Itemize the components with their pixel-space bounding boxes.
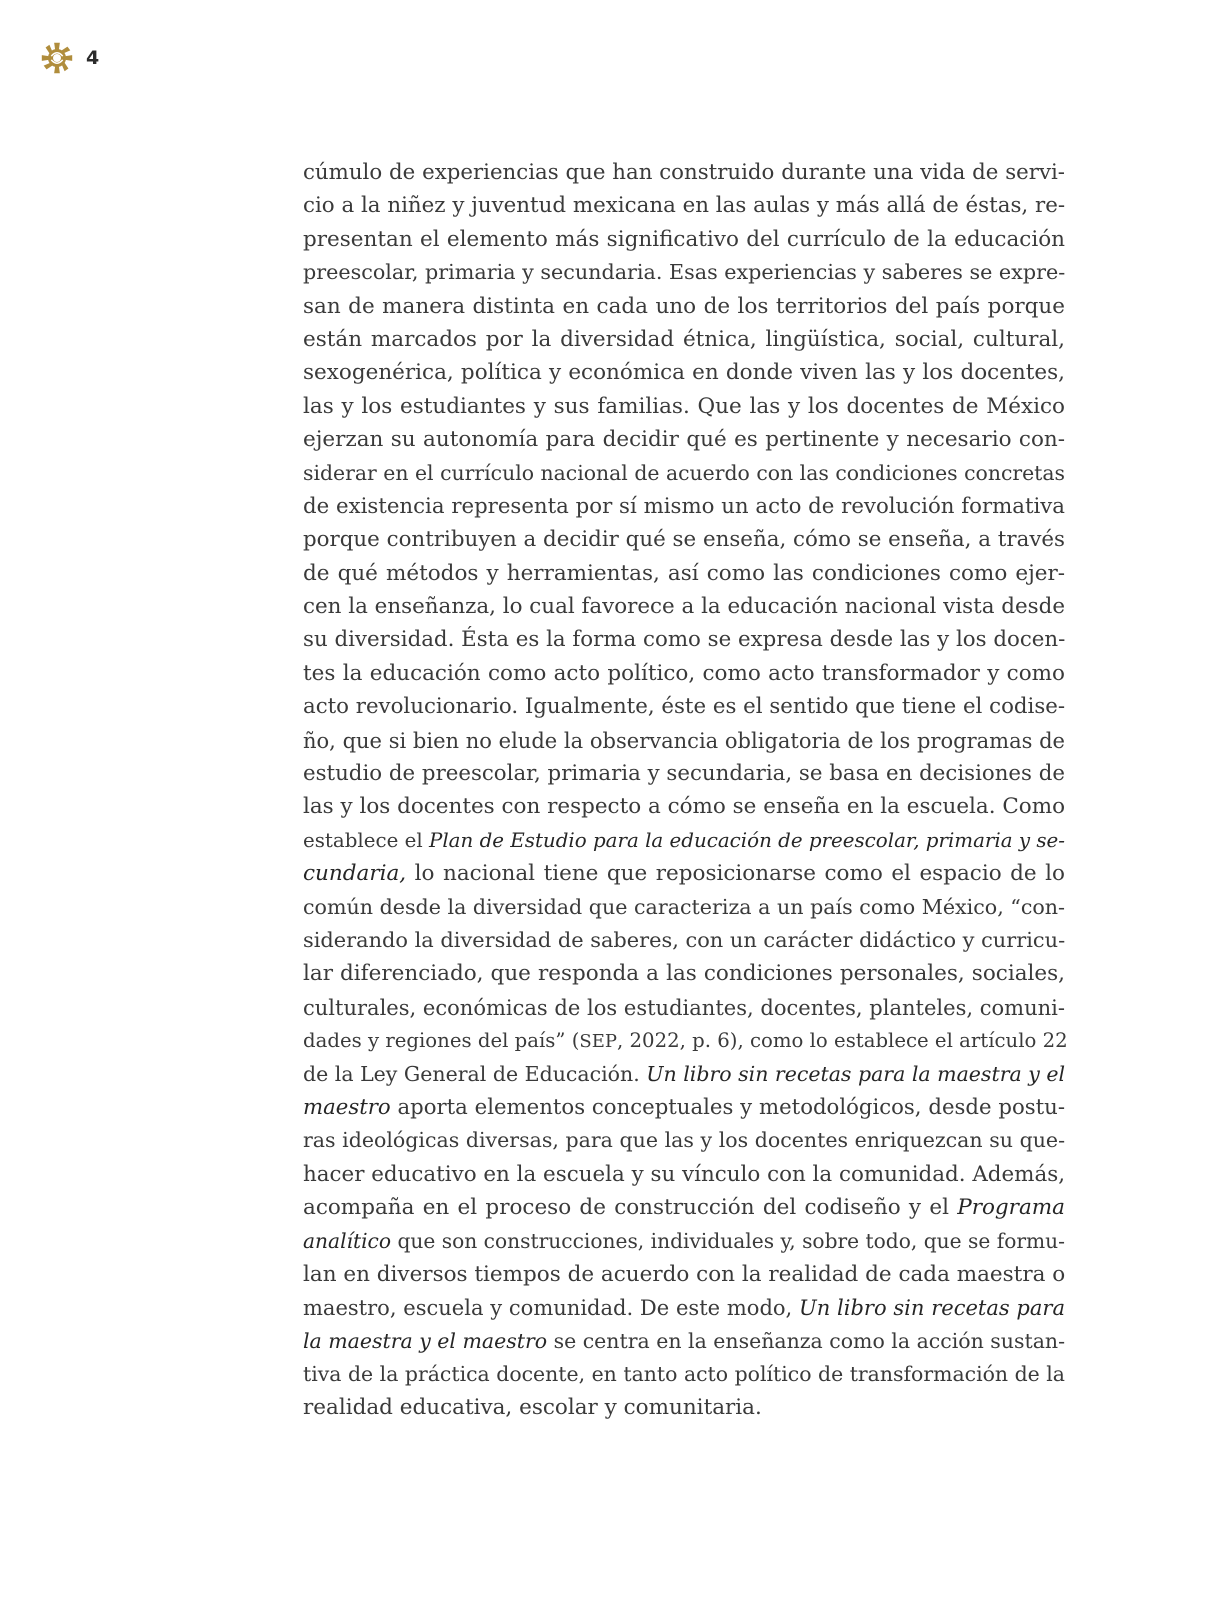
line-text: realidad educativa, escolar y comunitaria.: [303, 1395, 762, 1421]
text-line: [303, 857, 1065, 890]
page-number: 4: [86, 47, 100, 69]
acronym-text: SEP: [579, 1031, 617, 1053]
body-paragraph: [303, 156, 1068, 1425]
text-line: [303, 423, 1065, 456]
line-text: acto revolucionario. Igualmente, éste es el sentido que tiene el codise-: [303, 694, 1066, 720]
line-text: común desde la diversidad que caracteriza a un país como México, “con-: [303, 894, 1066, 919]
text-line: [303, 1191, 1065, 1224]
line-text: , 2022, p. 6), como lo establece el artículo 22: [617, 1029, 1068, 1053]
italic-title-text: maestro: [303, 1094, 391, 1120]
text-line: [303, 690, 1065, 723]
line-text: estudio de preescolar, primaria y secundaria, se basa en decisiones de: [303, 761, 1065, 787]
text-line: [303, 390, 1065, 423]
line-text: se centra en la enseñanza como la acción sustan-: [547, 1328, 1065, 1353]
line-text: hacer educativo en la escuela y su vínculo con la comunidad. Además,: [303, 1161, 1066, 1187]
text-line: [303, 1291, 1065, 1324]
page-header: [38, 38, 99, 78]
line-text: sexogenérica, política y económica en donde viven las y los docentes,: [303, 360, 1065, 386]
line-text: preescolar, primaria y secundaria. Esas experiencias y saberes se expre-: [303, 260, 1066, 285]
text-line: [303, 1391, 1065, 1424]
text-line: [303, 323, 1065, 356]
text-line: [303, 1124, 1065, 1157]
text-line: [303, 657, 1065, 690]
line-text: están marcados por la diversidad étnica, lingüística, social, cultural,: [303, 326, 1065, 352]
text-line: [303, 1225, 1065, 1258]
text-line: [303, 623, 1065, 656]
line-text: de qué métodos y herramientas, así como las condiciones como ejer-: [303, 560, 1065, 586]
line-text: dades y regiones del país” (: [303, 1029, 580, 1053]
line-text: las y los estudiantes y sus familias. Que las y los docentes de México: [303, 393, 1065, 419]
text-line: [303, 891, 1065, 924]
line-text: porque contribuyen a decidir qué se enseña, cómo se enseña, a través: [303, 527, 1065, 553]
text-line: [303, 490, 1065, 523]
text-line: [303, 1258, 1065, 1291]
text-line: [303, 824, 1065, 857]
text-line: [303, 457, 1065, 490]
line-text: de la Ley General de Educación.: [303, 1061, 647, 1086]
italic-title-text: Un libro sin recetas para: [799, 1295, 1065, 1321]
text-line: [303, 1058, 1065, 1091]
text-line: [303, 1158, 1065, 1191]
italic-title-text: analítico: [303, 1228, 392, 1253]
text-line: [303, 590, 1065, 623]
line-text: ño, que si bien no elude la observancia obligatoria de los programas de: [303, 727, 1065, 753]
line-text: tiva de la práctica docente, en tanto acto político de transformación de la: [303, 1362, 1065, 1387]
text-line: [303, 724, 1065, 757]
text-line: [303, 1024, 1068, 1057]
text-line: [303, 1358, 1065, 1391]
text-line: [303, 991, 1065, 1024]
line-text: cen la enseñanza, lo cual favorece a la educación nacional vista desde: [303, 594, 1066, 620]
line-text: cio a la niñez y juventud mexicana en las aulas y más allá de éstas, re-: [303, 193, 1066, 219]
italic-title-text: cundaria,: [303, 861, 407, 887]
line-text: ras ideológicas diversas, para que las y los docentes enriquezcan su que-: [303, 1128, 1065, 1153]
italic-title-text: Plan de Estudio para la educación de preescolar, primaria y se-: [429, 828, 1065, 852]
text-line: [303, 256, 1065, 289]
text-line: [303, 156, 1065, 189]
text-line: [303, 189, 1065, 222]
text-line: [303, 1091, 1065, 1124]
italic-title-text: la maestra y el maestro: [303, 1328, 548, 1353]
line-text: lo nacional tiene que reposicionarse como el espacio de lo: [406, 861, 1065, 887]
line-text: siderando la diversidad de saberes, con un carácter didáctico y curricu-: [303, 927, 1066, 952]
text-line: [303, 557, 1065, 590]
line-text: presentan el elemento más significativo del currículo de la educación: [303, 226, 1065, 252]
line-text: aporta elementos conceptuales y metodológicos, desde postu-: [390, 1094, 1065, 1120]
line-text: tes la educación como acto político, como acto transformador y como: [303, 660, 1065, 686]
text-line: [303, 790, 1065, 823]
text-line: [303, 356, 1065, 389]
line-text: culturales, económicas de los estudiantes, docentes, planteles, comuni-: [303, 994, 1065, 1020]
gold-knot-ornament-icon: [38, 39, 76, 77]
text-line: [303, 924, 1065, 957]
line-text: establece el: [303, 828, 429, 852]
line-text: maestro, escuela y comunidad. De este modo,: [303, 1295, 800, 1321]
line-text: ejerzan su autonomía para decidir qué es pertinente y necesario con-: [303, 427, 1065, 453]
text-line: [303, 290, 1065, 323]
line-text: su diversidad. Ésta es la forma como se expresa desde las y los docen-: [303, 627, 1066, 653]
line-text: acompaña en el proceso de construcción del codiseño y el: [303, 1195, 958, 1221]
italic-title-text: Programa: [957, 1195, 1065, 1221]
text-line: [303, 957, 1065, 990]
line-text: de existencia representa por sí mismo un acto de revolución formativa: [303, 493, 1065, 519]
italic-title-text: Un libro sin recetas para la maestra y el: [646, 1061, 1066, 1086]
line-text: las y los docentes con respecto a cómo se enseña en la escuela. Como: [303, 794, 1065, 820]
line-text: lar diferenciado, que responda a las condiciones personales, sociales,: [303, 961, 1065, 987]
line-text: cúmulo de experiencias que han construido durante una vida de servi-: [303, 160, 1065, 185]
text-line: [303, 757, 1065, 790]
line-text: que son construcciones, individuales y, sobre todo, que se formu-: [391, 1228, 1065, 1253]
line-text: san de manera distinta en cada uno de los territorios del país porque: [303, 293, 1065, 319]
line-text: lan en diversos tiempos de acuerdo con la realidad de cada maestra o: [303, 1261, 1066, 1287]
text-line: [303, 523, 1065, 556]
line-text: siderar en el currículo nacional de acuerdo con las condiciones concretas: [303, 460, 1065, 485]
text-line: [303, 1325, 1065, 1358]
text-line: [303, 223, 1065, 256]
